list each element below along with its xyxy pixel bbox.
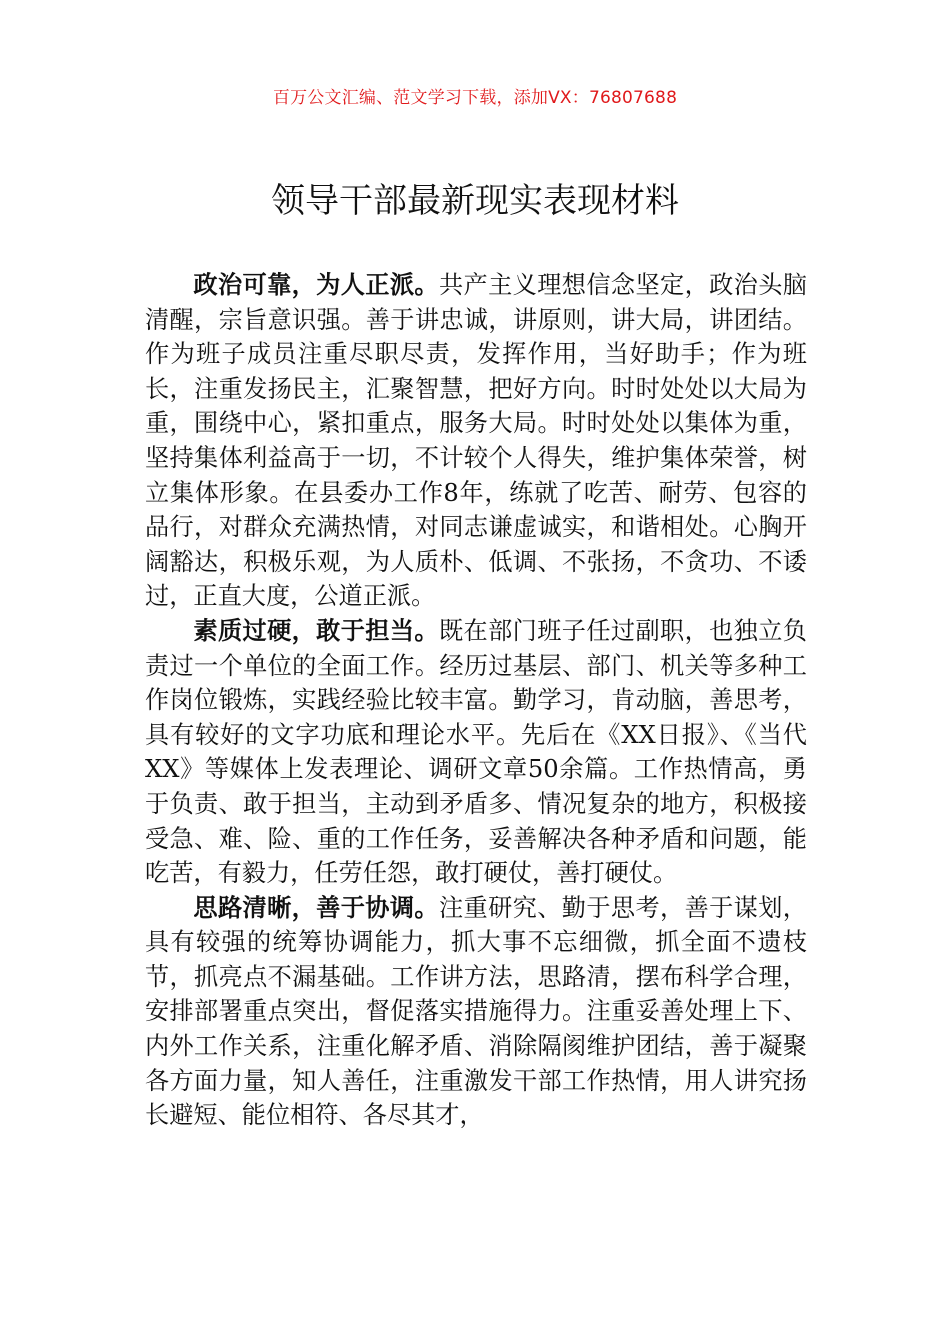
document-body [145,268,807,1133]
paragraph-political [145,268,807,614]
paragraph-coordination [145,891,807,1133]
paragraph-text: 注重研究、勤于思考，善于谋划，具有较强的统筹协调能力，抓大事不忘细微，抓全面不遗枝节，抓亮点不漏基础。工作讲方法，思路清，摆布科学合理，安排部署重点突出，督促落实措施得力。注重妥善处理上下、内外工作关系，注重化解矛盾、消除隔阂维护团结，善于凝聚各方面力量，知人善任，注重激发干部工作热情，用人讲究扬长避短、能位相符、各尽其才， [145,893,807,1130]
paragraph-lead: 政治可靠，为人正派。 [193,271,439,299]
paragraph-quality [145,614,807,891]
paragraph-lead: 素质过硬，敢于担当。 [193,616,439,645]
header-promo-note: 百万公文汇编、范文学习下载，添加VX：76807688 [272,88,678,108]
paragraph-text: 共产主义理想信念坚定，政治头脑清醒，宗旨意识强。善于讲忠诚，讲原则，讲大局，讲团结。作为班子成员注重尽职尽责，发挥作用，当好助手；作为班长，注重发扬民主，汇聚智慧，把好方向。时时处处以大局为重，围绕中心，紧扣重点，服务大局。时时处处以集体为重，坚持集体利益高于一切，不计较个人得失，维护集体荣誉，树立集体形象。在县委办工作8年，练就了吃苦、耐劳、包容的品行，对群众充满热情，对同志谦虚诚实，和谐相处。心胸开阔豁达，积极乐观，为人质朴、低调、不张扬，不贪功、不诿过，正直大度，公道正派。 [145,271,807,611]
paragraph-text: 既在部门班子任过副职，也独立负责过一个单位的全面工作。经历过基层、部门、机关等多种工作岗位锻炼，实践经验比较丰富。勤学习，肯动脑，善思考，具有较好的文字功底和理论水平。先后在《XX日报》、《当代XX》等媒体上发表理论、调研文章50余篇。工作热情高，勇于负责、敢于担当，主动到矛盾多、情况复杂的地方，积极接受急、难、险、重的工作任务，妥善解决各种矛盾和问题，能吃苦，有毅力，任劳任怨，敢打硬仗，善打硬仗。 [145,616,807,888]
paragraph-lead: 思路清晰，善于协调。 [193,893,439,922]
page-title: 领导干部最新现实表现材料 [271,181,679,221]
